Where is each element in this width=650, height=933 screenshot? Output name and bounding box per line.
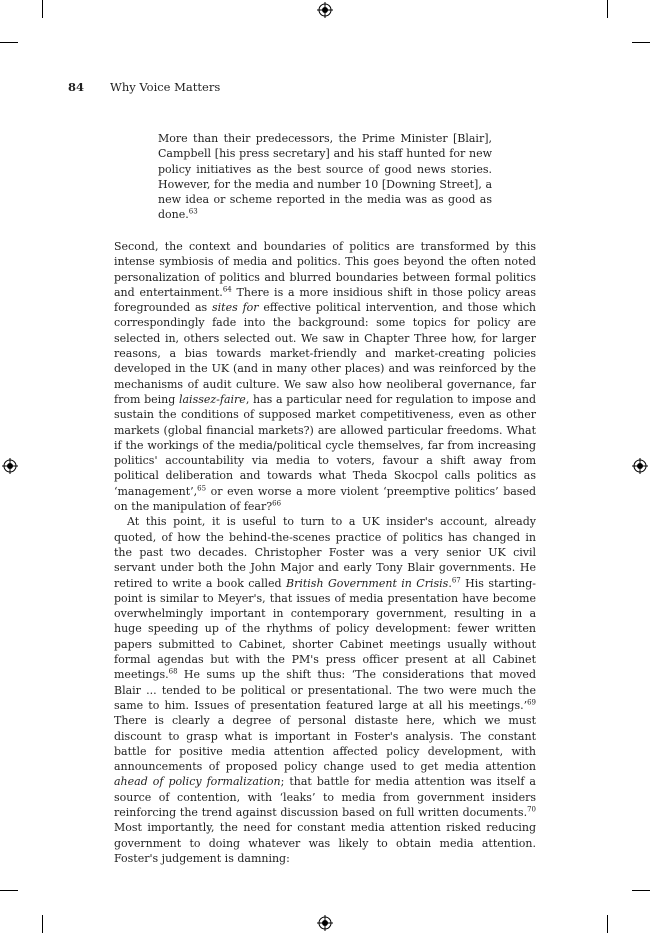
italic-text: British Government in Crisis	[286, 576, 449, 590]
footnote-ref: 70	[527, 805, 536, 814]
crop-mark	[632, 42, 650, 43]
crop-mark	[0, 42, 18, 43]
crop-mark	[607, 915, 608, 933]
crop-mark	[632, 890, 650, 891]
running-header	[68, 80, 220, 94]
footnote-ref: 67	[451, 575, 461, 584]
registration-mark-icon	[317, 915, 333, 931]
crop-mark	[0, 890, 18, 891]
registration-mark-icon	[317, 2, 333, 18]
italic-text: laissez-faire	[178, 392, 246, 406]
body-text	[114, 239, 536, 866]
footnote-ref: 64	[222, 285, 232, 294]
footnote-ref: 63	[188, 207, 198, 216]
italic-text: ahead of policy formalization	[114, 775, 281, 789]
block-quote	[158, 131, 492, 223]
crop-mark	[42, 0, 43, 18]
paragraph: Second, the context and boundaries of politics are transformed by this intense symbiosis of media and politics. This goes beyond the often noted personalization of politics and blurred boundaries between formal politics and entertainment.$^{64}$ There is a more insidious shift in those policy areas foregrounded as sites for effective political intervention, and those which correspondingly fade into the background: some topics for policy are selected in, others selected out. We saw in Chapter Three how, for larger reasons, a bias towards market-friendly and market-creating policies developed in the UK (and in many other places) and was reinforced by the mechanisms of audit culture. We saw also how neoliberal governance, far from being laissez-faire, has a particular need for regulation to impose and sustain the conditions of supposed market competitiveness, even as other markets (global financial markets?) are allowed particular freedoms. What if the workings of the media/political cycle themselves, far from increasing politics' accountability via media to voters, favour a shift away from political deliberation and towards what Theda Skocpol calls politics as ‘management’,$^{65}$ or even worse a more violent ‘preemptive politics’ based on the manipulation of fear?$^{66}$	[114, 240, 537, 514]
registration-mark-icon	[2, 458, 18, 474]
footnote-ref: 65	[197, 484, 207, 493]
crop-mark	[42, 915, 43, 933]
running-title: Why Voice Matters	[110, 80, 221, 94]
registration-mark-icon	[632, 458, 648, 474]
footnote-ref: 66	[272, 499, 282, 508]
paragraph: At this point, it is useful to turn to a UK insider's account, already quoted, of how the behind-the-scenes practice of politics has changed in the past two decades. Christopher Foster was a very senior UK civil servant under both the John Major and early Tony Blair governments. He retired to write a book called British Government in Crisis.$^{67}$ His starting-point is similar to Meyer's, that issues of media presentation have become overwhelmingly important in contemporary government, resulting in a huge speeding up of the rhythms of policy development: fewer written papers submitted to Cabinet, shorter Cabinet meetings usually without formal agendas but with the PM's press officer present at all Cabinet meetings.$^{68}$ He sums up the shift thus: ‘The considerations that moved Blair ... tended to be political or presentational. The two were much the same to him. Issues of presentation featured large at all his meetings.’$^{69}$ There is clearly a degree of personal distaste here, which we must discount to grasp what is important in Foster's analysis. The constant battle for positive media attention affected policy development, with announcements of proposed policy change used to get media attention ahead of policy formalization; that battle for media attention was itself a source of contention, with ‘leaks’ to media from government insiders reinforcing the trend against discussion based on full written documents.$^{70}$ Most importantly, the need for constant media attention risked reducing government to doing whatever was likely to obtain media attention. Foster's judgement is damning:	[114, 515, 536, 865]
crop-mark	[607, 0, 608, 18]
italic-text: sites for	[212, 301, 259, 315]
block-quote-text: More than their predecessors, the Prime Minister [Blair], Campbell [his press secretary] and his staff hunted for new policy initiatives as the best source of good news stories. However, for the media and number 10 [Downing Street], a new idea or scheme reported in the media was as good as done.$^{63}$	[158, 132, 492, 222]
footnote-ref: 68	[168, 667, 178, 676]
footnote-ref: 69	[527, 698, 536, 707]
page-number: 84	[68, 80, 85, 94]
